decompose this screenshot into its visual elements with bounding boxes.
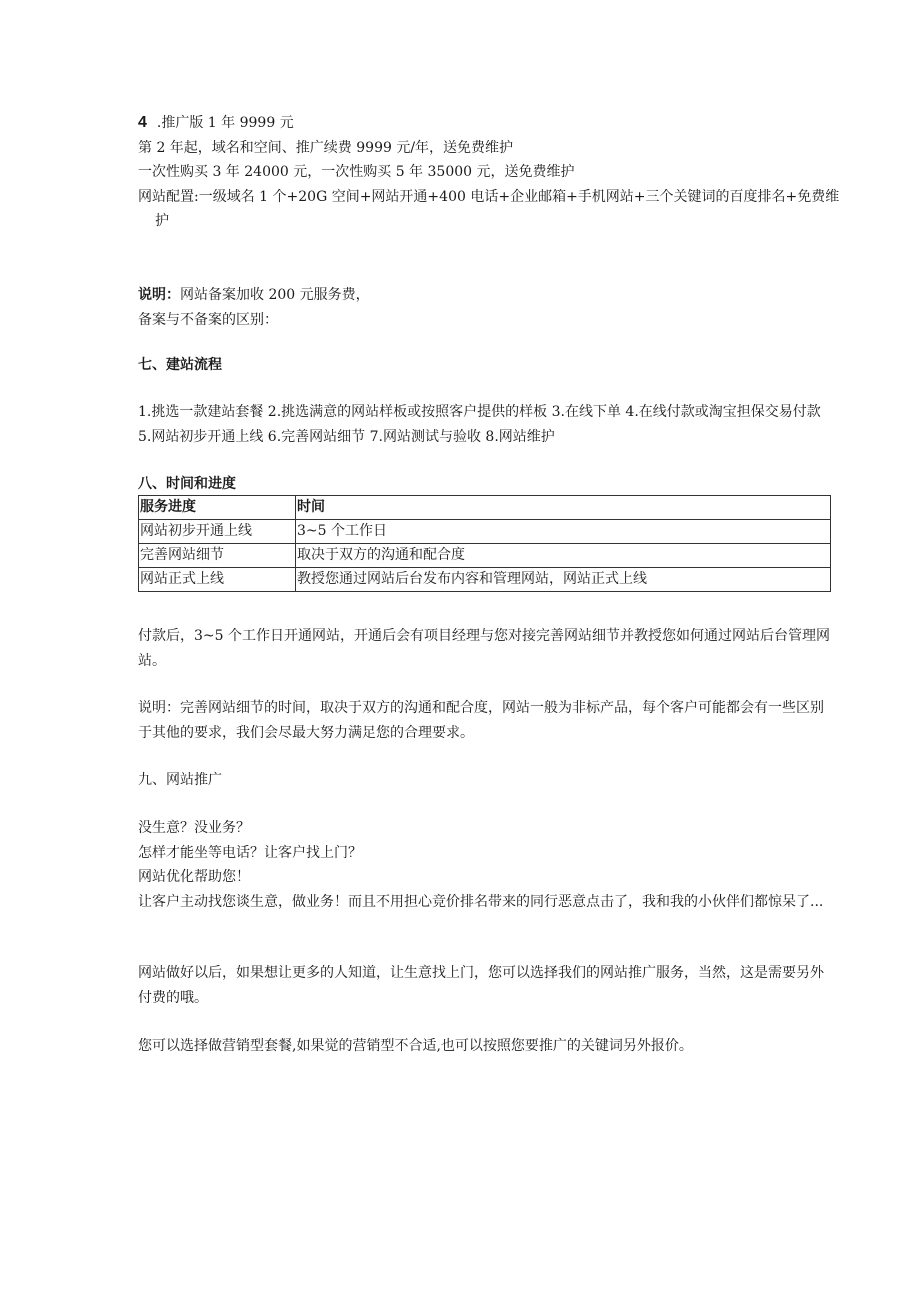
package4-block <box>138 111 838 234</box>
filing-note-label: 说明： <box>138 287 180 303</box>
table-row <box>139 520 831 544</box>
table-header-cell: 时间 <box>296 496 831 520</box>
promo-service-text: 网站做好以后，如果想让更多的人知道，让生意找上门，您可以选择我们的网站推广服务，当然，这是需要另外付费的哦。 <box>138 965 824 1006</box>
section7-title: 七、建站流程 <box>138 357 222 373</box>
package4-bulk: 一次性购买 3 年 24000 元，一次性购买 5 年 35000 元，送免费维护 <box>138 164 575 180</box>
filing-note-text: 网站备案加收 200 元服务费， <box>180 287 370 303</box>
promo-questions <box>138 816 836 914</box>
package4-number: 4 <box>138 114 147 131</box>
table-cell: 网站正式上线 <box>139 568 296 592</box>
package4-title <box>138 111 838 136</box>
promo-pitch: 让客户主动找您谈生意，做业务！而且不用担心竞价排名带来的同行恶意点击了，我和我的小伙伴们都惊呆了... <box>138 893 824 910</box>
schedule-table <box>138 495 831 592</box>
after-payment-text: 付款后，3~5 个工作日开通网站，开通后会有项目经理与您对接完善网站细节并教授您如何通过网站后台管理网站。 <box>138 628 830 669</box>
table-cell: 3~5 个工作日 <box>296 520 831 544</box>
promo-question-1: 没生意？没业务？ <box>138 820 250 836</box>
package4-title-text: .推广版 1 年 9999 元 <box>156 115 294 131</box>
package4-renewal: 第 2 年起，域名和空间、推广续费 9999 元/年，送免费维护 <box>138 139 514 156</box>
table-header-row <box>139 496 831 520</box>
table-cell: 完善网站细节 <box>139 544 296 568</box>
promo-options-text: 您可以选择做营销型套餐,如果觉的营销型不合适,也可以按照您要推广的关键词另外报价。 <box>138 1038 693 1054</box>
section8-title: 八、时间和进度 <box>138 476 236 492</box>
table-row <box>139 568 831 592</box>
table-cell: 教授您通过网站后台发布内容和管理网站，网站正式上线 <box>296 568 831 592</box>
table-cell: 网站初步开通上线 <box>139 520 296 544</box>
table-cell: 取决于双方的沟通和配合度 <box>296 544 831 568</box>
filing-note <box>138 283 838 332</box>
section7-steps: 1.挑选一款建站套餐 2.挑选满意的网站样板或按照客户提供的样板 3.在线下单 4.在线付款或淘宝担保交易付款 5.网站初步开通上线 6.完善网站细节 7.网站测试与验收 8.网站维护 <box>138 404 821 445</box>
table-header-cell: 服务进度 <box>139 496 296 520</box>
completion-note: 说明：完善网站细节的时间，取决于双方的沟通和配合度，网站一般为非标产品，每个客户可能都会有一些区别于其他的要求，我们会尽最大努力满足您的合理要求。 <box>138 700 824 741</box>
section9-title: 九、网站推广 <box>138 772 222 788</box>
promo-question-3: 网站优化帮助您！ <box>138 869 250 885</box>
package4-config: 网站配置:一级域名 1 个+20G 空间+网站开通+400 电话+企业邮箱+手机网站+三个关键词的百度排名+免费维护 <box>138 188 840 229</box>
promo-question-2: 怎样才能坐等电话？让客户找上门？ <box>138 844 362 861</box>
filing-difference: 备案与不备案的区别： <box>138 311 278 328</box>
table-row <box>139 544 831 568</box>
